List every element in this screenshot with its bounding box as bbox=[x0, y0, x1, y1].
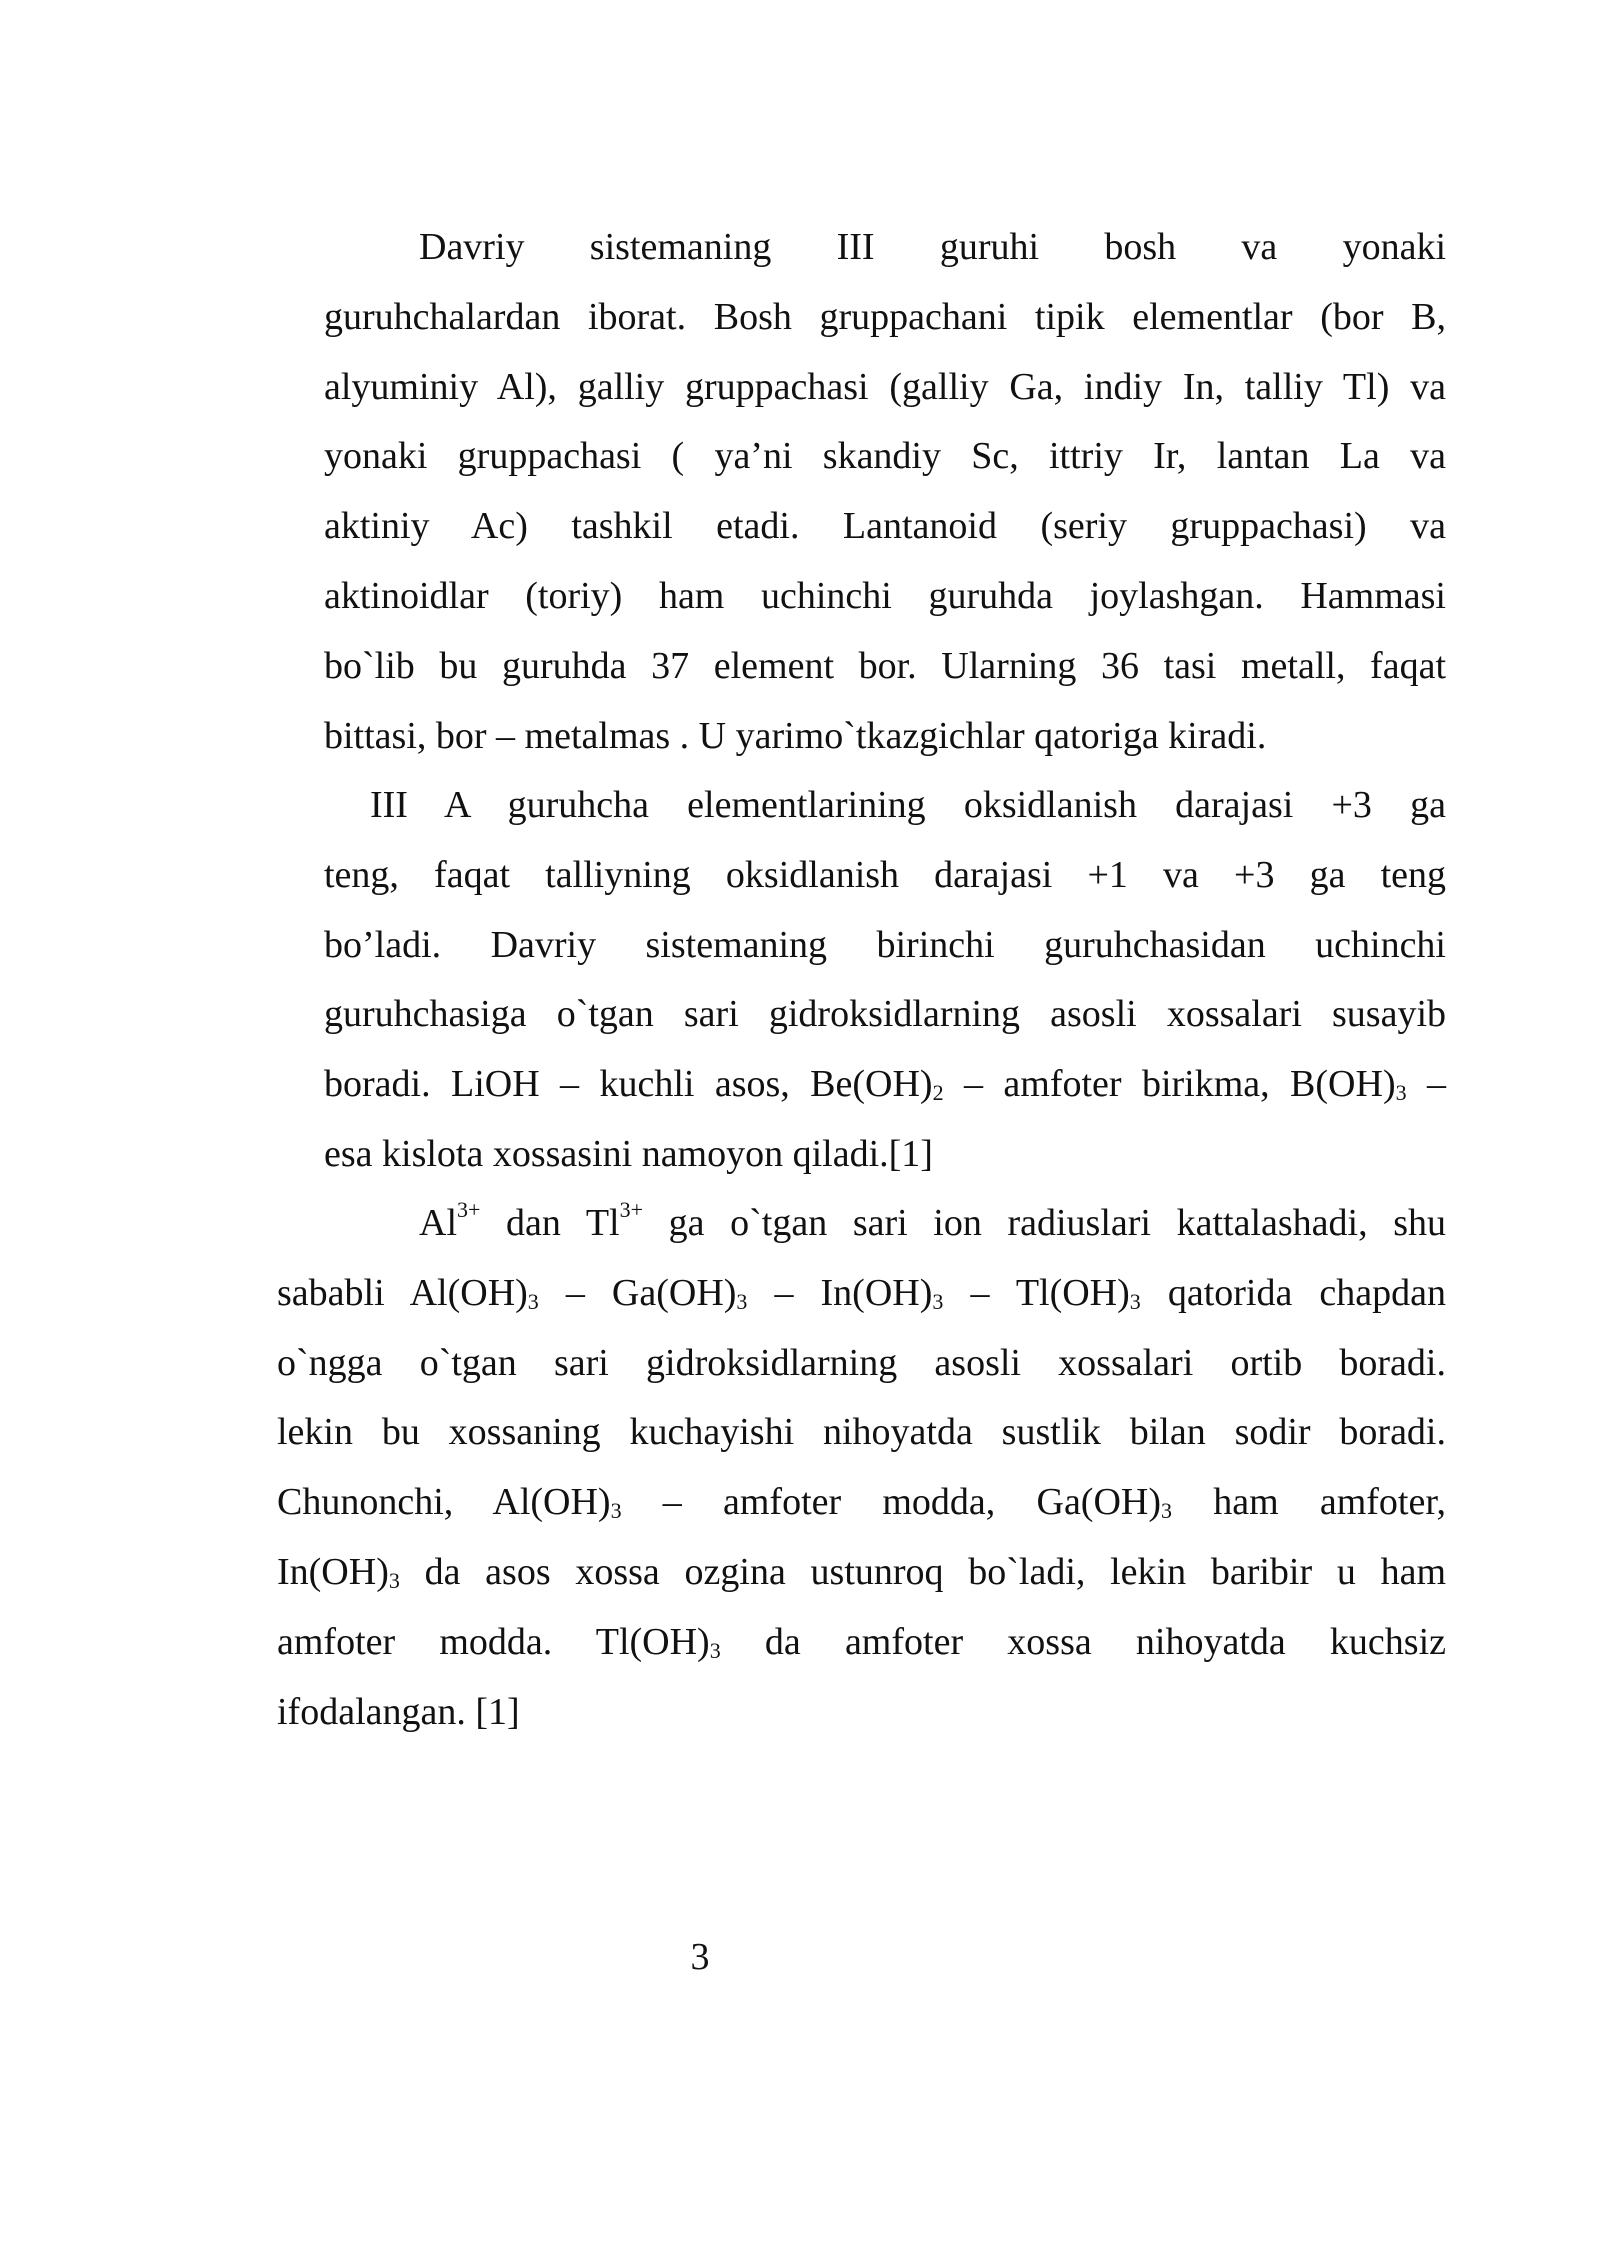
text-line-formula bbox=[324, 1050, 1446, 1120]
page-number: 3 bbox=[690, 1936, 710, 1978]
paragraph-2 bbox=[324, 771, 1446, 1190]
text-segment: – bbox=[1406, 1063, 1447, 1106]
paragraph-1 bbox=[324, 213, 1446, 771]
text-line: aktinoidlar (toriy) ham uchinchi guruhda joylashgan. Hammasi bbox=[324, 574, 1446, 617]
superscript: 3+ bbox=[619, 1197, 644, 1222]
text-line: III A guruhcha elementlarining oksidlanish darajasi +3 ga bbox=[370, 784, 1446, 826]
text-segment: – amfoter modda, Ga(OH) bbox=[621, 1481, 1161, 1524]
text-segment: – amfoter birikma, B(OH) bbox=[943, 1063, 1396, 1106]
subscript: 3 bbox=[388, 1567, 400, 1593]
superscript: 3+ bbox=[457, 1197, 481, 1222]
text-segment: amfoter modda. Tl(OH) bbox=[277, 1620, 710, 1663]
text-line: o`ngga o`tgan sari gidroksidlarning asosli xossalari ortib boradi. bbox=[277, 1341, 1446, 1384]
text-line-formula bbox=[277, 1608, 1446, 1678]
text-line: bittasi, bor – metalmas . U yarimo`tkazgichlar qatoriga kiradi. bbox=[324, 714, 1267, 757]
text-segment: dan Tl bbox=[480, 1202, 620, 1244]
text-line: Davriy sistemaning III guruhi bosh va yonaki bbox=[419, 226, 1446, 268]
text-segment: ga o`tgan sari ion radiuslari kattalashadi, shu bbox=[643, 1202, 1446, 1244]
subscript: 3 bbox=[610, 1498, 622, 1524]
subscript: 3 bbox=[1129, 1288, 1141, 1314]
text-segment: – Ga(OH) bbox=[538, 1271, 737, 1314]
text-segment: sababli Al(OH) bbox=[277, 1271, 528, 1314]
text-line: ifodalangan. [1] bbox=[277, 1690, 520, 1733]
text-line-formula bbox=[277, 1259, 1446, 1329]
text-segment: – In(OH) bbox=[747, 1271, 933, 1314]
text-segment: – Tl(OH) bbox=[943, 1271, 1130, 1314]
subscript: 2 bbox=[932, 1080, 944, 1106]
text-line: bo`lib bu guruhda 37 element bor. Ularning 36 tasi metall, faqat bbox=[324, 644, 1446, 687]
text-line: yonaki gruppachasi ( ya’ni skandiy Sc, ittriy Ir, lantan La va bbox=[324, 435, 1446, 478]
subscript: 3 bbox=[527, 1288, 539, 1314]
text-segment: da asos xossa ozgina ustunroq bo`ladi, lekin baribir u ham bbox=[399, 1550, 1446, 1593]
text-line-formula bbox=[277, 1538, 1446, 1608]
text-line-formula bbox=[277, 1468, 1446, 1538]
text-line: guruhchasiga o`tgan sari gidroksidlarning asosli xossalari susayib bbox=[324, 993, 1446, 1036]
text-segment: In(OH) bbox=[277, 1550, 389, 1593]
paragraph-3 bbox=[277, 1189, 1446, 1747]
text-segment: ham amfoter, bbox=[1172, 1481, 1446, 1524]
text-line: aktiniy Ac) tashkil etadi. Lantanoid (seriy gruppachasi) va bbox=[324, 505, 1446, 548]
text-segment: da amfoter xossa nihoyatda kuchsiz bbox=[720, 1620, 1447, 1663]
text-line: guruhchalardan iborat. Bosh gruppachani tipik elementlar (bor B, bbox=[324, 295, 1446, 338]
subscript: 3 bbox=[1395, 1080, 1407, 1106]
text-segment: boradi. LiOH – kuchli asos, Be(OH) bbox=[324, 1063, 933, 1106]
subscript: 3 bbox=[736, 1288, 748, 1314]
text-line: esa kislota xossasini namoyon qiladi.[1] bbox=[324, 1132, 933, 1175]
subscript: 3 bbox=[1161, 1498, 1172, 1524]
text-segment: Al bbox=[419, 1202, 457, 1244]
text-line: bo’ladi. Davriy sistemaning birinchi guruhchasidan uchinchi bbox=[324, 923, 1446, 966]
text-line: lekin bu xossaning kuchayishi nihoyatda sustlik bilan sodir boradi. bbox=[277, 1411, 1446, 1454]
text-line-formula bbox=[277, 1189, 1446, 1259]
text-line: alyuminiy Al), galliy gruppachasi (galliy Ga, indiy In, talliy Tl) va bbox=[324, 365, 1446, 408]
text-segment: Chunonchi, Al(OH) bbox=[277, 1481, 611, 1524]
text-line: teng, faqat talliyning oksidlanish darajasi +1 va +3 ga teng bbox=[324, 853, 1446, 896]
subscript: 3 bbox=[932, 1288, 944, 1314]
text-segment: qatorida chapdan bbox=[1140, 1271, 1446, 1314]
subscript: 3 bbox=[709, 1637, 721, 1663]
